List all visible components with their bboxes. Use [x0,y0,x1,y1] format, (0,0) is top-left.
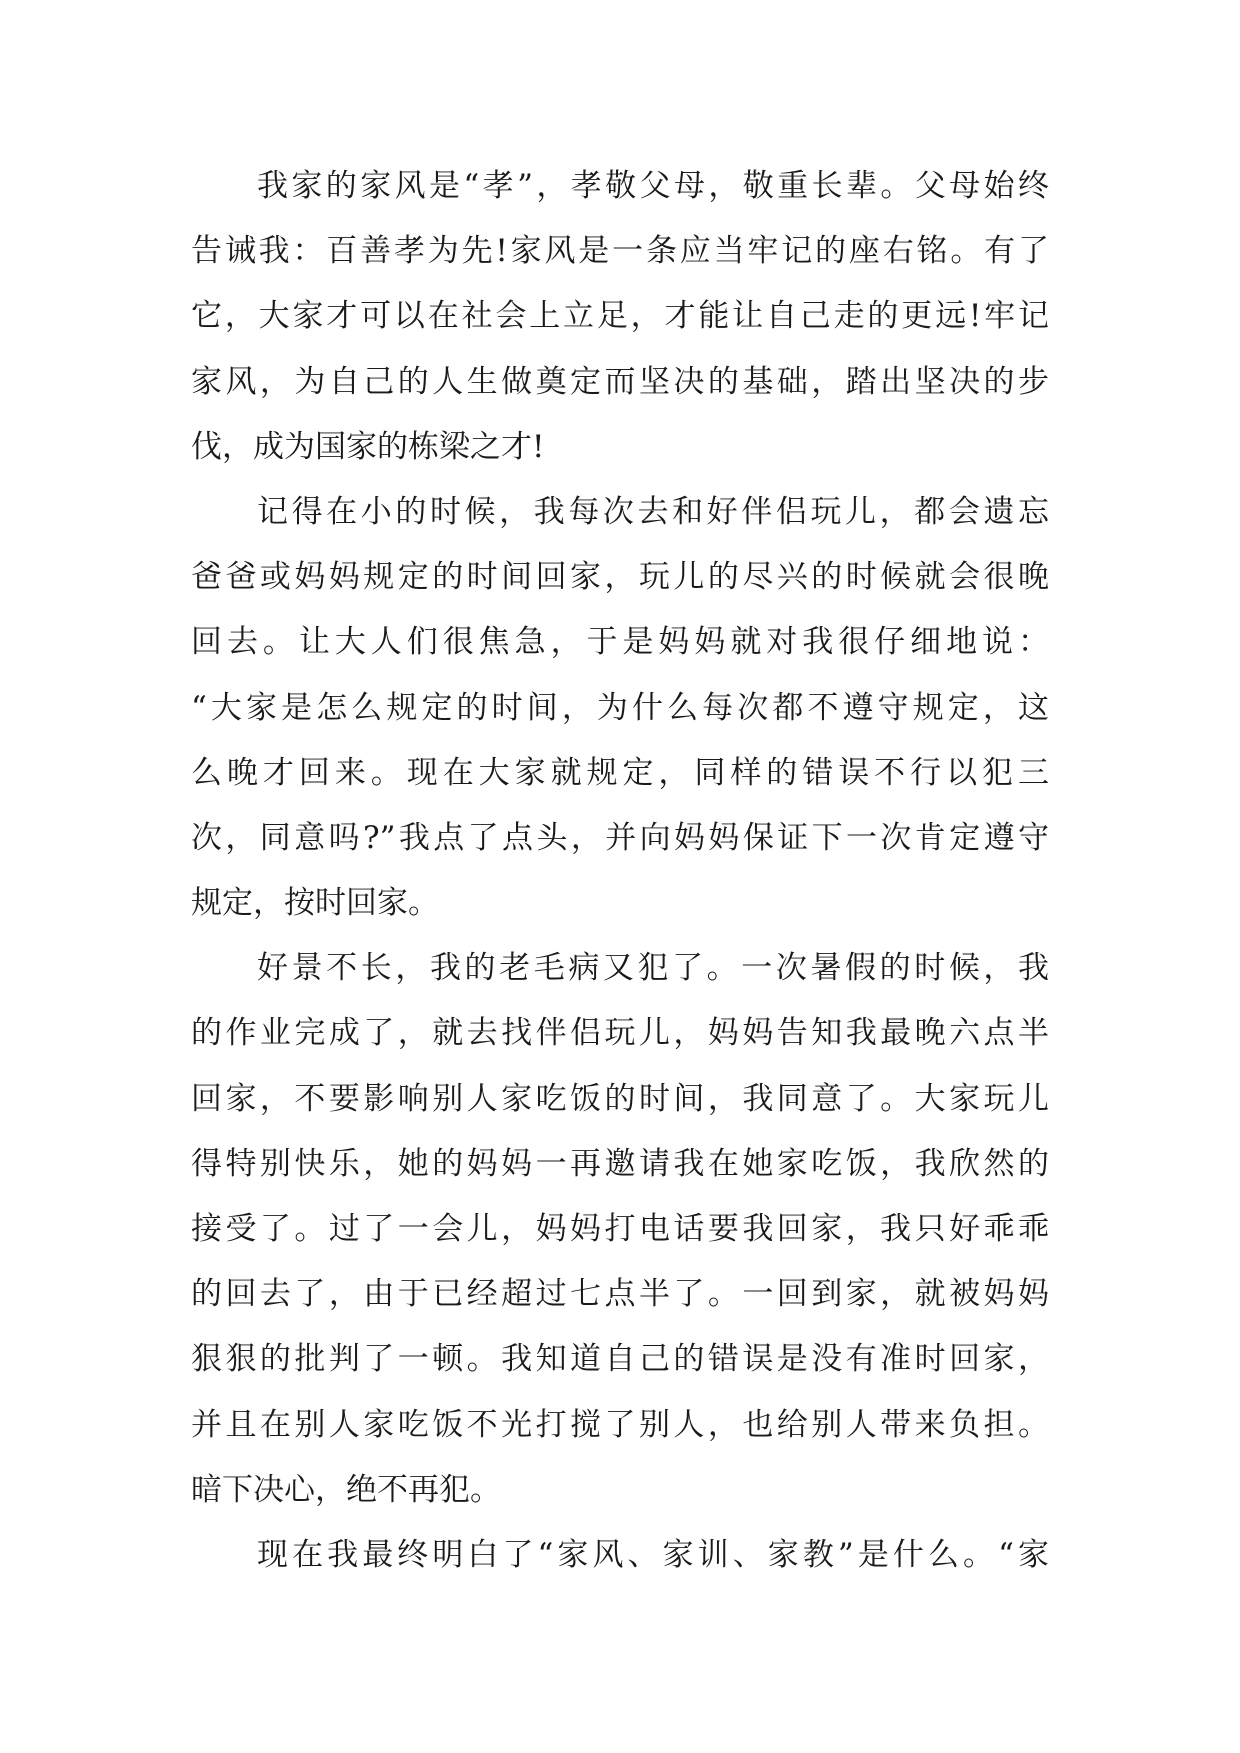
text-line: 的作业完成了，就去找伴侣玩儿，妈妈告知我最晚六点半 [191,1015,1049,1052]
text-line: 告诫我：百善孝为先!家风是一条应当牢记的座右铭。有了 [191,233,1049,270]
text-line: 的回去了，由于已经超过七点半了。一回到家，就被妈妈 [191,1276,1049,1313]
text-line: 得特别快乐，她的妈妈一再邀请我在她家吃饭，我欣然的 [191,1145,1049,1182]
text-line: 它，大家才可以在社会上立足，才能让自己走的更远!牢记 [191,298,1049,335]
text-line: 狠狠的批判了一顿。我知道自己的错误是没有准时回家， [191,1341,1049,1378]
text-line: 我家的家风是“孝”，孝敬父母，敬重长辈。父母始终 [257,168,1049,204]
text-line: 家风，为自己的人生做奠定而坚决的基础，踏出坚决的步 [191,363,1049,400]
text-line: 并且在别人家吃饭不光打搅了别人，也给别人带来负担。 [191,1406,1049,1443]
text-line: 爸爸或妈妈规定的时间回家，玩儿的尽兴的时候就会很晚 [191,559,1049,596]
text-line: 接受了。过了一会儿，妈妈打电话要我回家，我只好乖乖 [191,1211,1049,1247]
text-line: “大家是怎么规定的时间，为什么每次都不遵守规定，这 [191,689,1049,726]
text-line: 记得在小的时候，我每次去和好伴侣玩儿，都会遗忘 [257,493,1049,530]
text-line: 好景不长，我的老毛病又犯了。一次暑假的时候，我 [257,950,1049,987]
text-line: 暗下决心，绝不再犯。 [191,1471,501,1508]
text-line: 次，同意吗?”我点了点头，并向妈妈保证下一次肯定遵守 [191,819,1049,856]
text-line: 么晚才回来。现在大家就规定，同样的错误不行以犯三 [191,754,1049,791]
text-line: 回家，不要影响别人家吃饭的时间，我同意了。大家玩儿 [191,1080,1049,1117]
text-line: 规定，按时回家。 [191,885,439,922]
text-line: 现在我最终明白了“家风、家训、家教”是什么。“家 [257,1536,1049,1573]
body-text [191,154,1049,1588]
text-line: 伐，成为国家的栋梁之才! [191,428,545,465]
text-line: 回去。让大人们很焦急，于是妈妈就对我很仔细地说： [191,624,1049,661]
